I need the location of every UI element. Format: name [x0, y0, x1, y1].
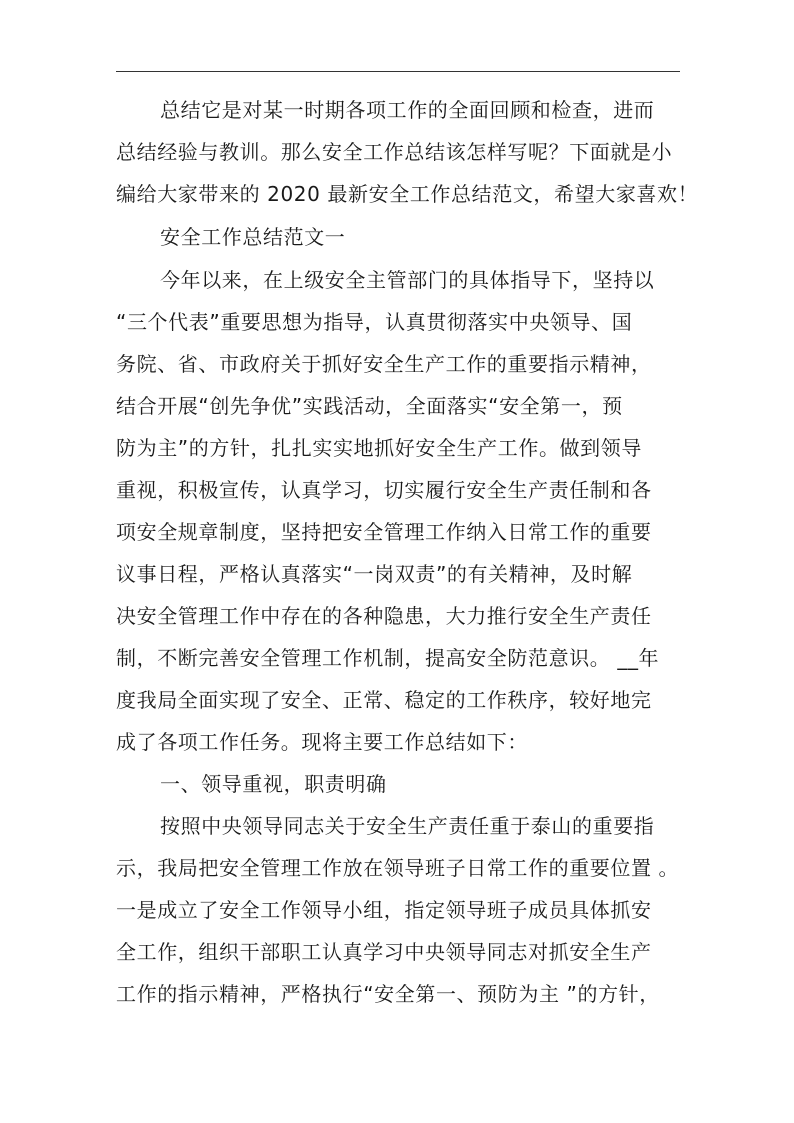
body-line-14: 示，我局把安全管理工作放在领导班子日常工作的重要位置 。: [116, 856, 680, 880]
body-line-11: 度我局全面实现了安全、正常、稳定的工作秩序，较好地完: [116, 688, 652, 712]
body-line-17: 工作的指示精神，严格执行“安全第一、预防为主 ”的方针，: [116, 982, 660, 1006]
body-line-12: 成了各项工作任务。现将主要工作总结如下：: [116, 730, 528, 754]
body-line-5: 防为主”的方针，扎扎实实地抓好安全生产工作。做到领导: [116, 436, 642, 460]
intro-line-3: 编给大家带来的 2020 最新安全工作总结范文，希望大家喜欢！: [116, 182, 699, 206]
body-line-3: 务院、省、市政府关于抓好安全生产工作的重要指示精神，: [116, 352, 652, 376]
body-line-10: 制，不断完善安全管理工作机制，提高安全防范意识。 __年: [116, 646, 660, 670]
subsection-heading: 一、领导重视，职责明确: [160, 772, 387, 796]
body-line-8: 议事日程，严格认真落实“一岗双责”的有关精神，及时解: [116, 562, 633, 586]
section-title: 安全工作总结范文一: [160, 225, 346, 249]
body-line-13: 按照中央领导同志关于安全生产责任重于泰山的重要指: [160, 814, 655, 838]
body-line-6: 重视，积极宣传，认真学习，切实履行安全生产责任制和各: [116, 478, 652, 502]
body-line-1: 今年以来，在上级安全主管部门的具体指导下，坚持以: [160, 268, 655, 292]
body-line-16: 全工作，组织干部职工认真学习中央领导同志对抓安全生产: [116, 940, 652, 964]
body-line-4: 结合开展“创先争优”实践活动，全面落实“安全第一，预: [116, 394, 623, 418]
intro-line-2: 总结经验与教训。那么安全工作总结该怎样写呢？下面就是小: [116, 140, 673, 164]
body-line-7: 项安全规章制度，坚持把安全管理工作纳入日常工作的重要: [116, 520, 652, 544]
body-line-15: 一是成立了安全工作领导小组，指定领导班子成员具体抓安: [116, 898, 652, 922]
intro-line-1: 总结它是对某一时期各项工作的全面回顾和检查，进而: [160, 98, 655, 122]
body-line-9: 决安全管理工作中存在的各种隐患，大力推行安全生产责任: [116, 604, 652, 628]
body-line-2: “三个代表”重要思想为指导，认真贯彻落实中央领导、国: [116, 310, 633, 334]
header-rule: [116, 71, 680, 72]
